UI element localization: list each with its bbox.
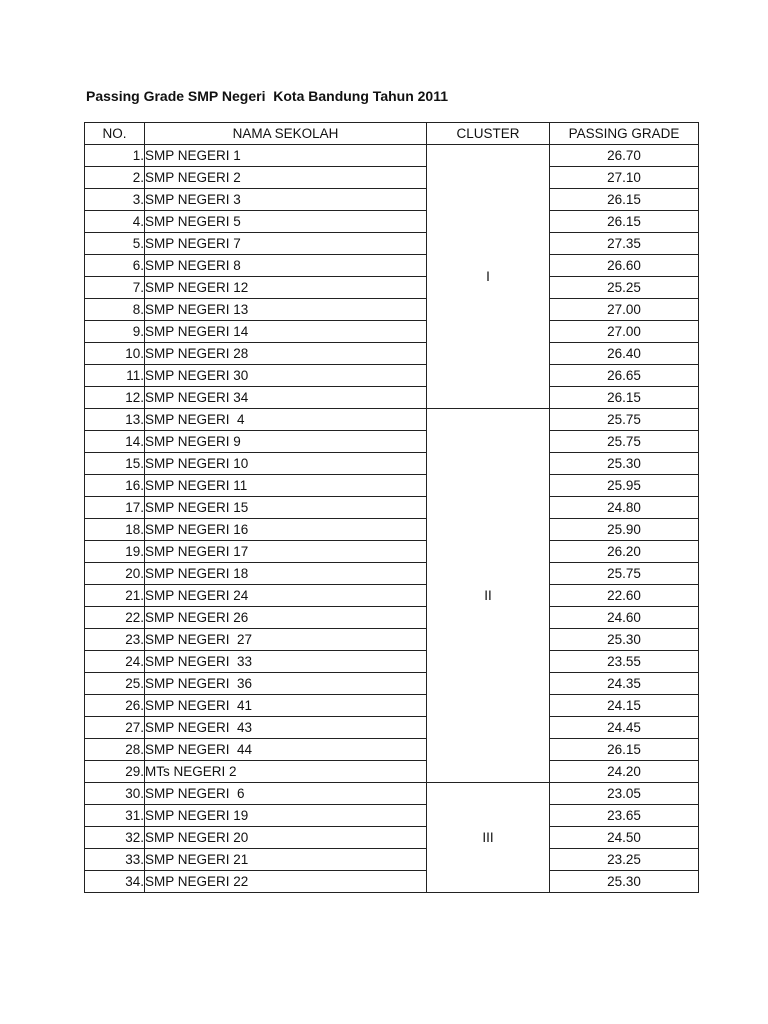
table-row (85, 827, 699, 849)
table-row (85, 783, 699, 805)
passing-grade-value: 24.20 (550, 761, 699, 783)
passing-grade-value: 23.65 (550, 805, 699, 827)
table-row (85, 541, 699, 563)
school-name: SMP NEGERI 28 (145, 343, 427, 365)
school-name: SMP NEGERI 5 (145, 211, 427, 233)
table-header (85, 123, 699, 145)
school-name: MTs NEGERI 2 (145, 761, 427, 783)
table-row (85, 651, 699, 673)
table-row (85, 849, 699, 871)
passing-grade-value: 25.75 (550, 563, 699, 585)
passing-grade-value: 26.65 (550, 365, 699, 387)
school-name: SMP NEGERI 43 (145, 717, 427, 739)
table-row (85, 585, 699, 607)
row-number: 24. (85, 651, 145, 673)
header-school-name: NAMA SEKOLAH (145, 123, 427, 145)
passing-grade-value: 26.70 (550, 145, 699, 167)
school-name: SMP NEGERI 1 (145, 145, 427, 167)
row-number: 8. (85, 299, 145, 321)
table-row (85, 695, 699, 717)
row-number: 5. (85, 233, 145, 255)
school-name: SMP NEGERI 6 (145, 783, 427, 805)
passing-grade-value: 24.15 (550, 695, 699, 717)
table-row (85, 189, 699, 211)
school-name: SMP NEGERI 17 (145, 541, 427, 563)
row-number: 21. (85, 585, 145, 607)
row-number: 2. (85, 167, 145, 189)
table-row (85, 519, 699, 541)
school-name: SMP NEGERI 3 (145, 189, 427, 211)
table-row (85, 321, 699, 343)
school-name: SMP NEGERI 22 (145, 871, 427, 893)
cluster-label: II (427, 409, 550, 783)
row-number: 11. (85, 365, 145, 387)
row-number: 18. (85, 519, 145, 541)
row-number: 22. (85, 607, 145, 629)
page-title: Passing Grade SMP Negeri Kota Bandung Tahun 2011 (86, 88, 449, 104)
row-number: 33. (85, 849, 145, 871)
table-row (85, 629, 699, 651)
table-row (85, 739, 699, 761)
passing-grade-table (84, 122, 699, 893)
table-row (85, 255, 699, 277)
school-name: SMP NEGERI 19 (145, 805, 427, 827)
table-row (85, 805, 699, 827)
cluster-label: III (427, 783, 550, 893)
row-number: 14. (85, 431, 145, 453)
passing-grade-value: 25.75 (550, 431, 699, 453)
passing-grade-value: 25.30 (550, 453, 699, 475)
row-number: 1. (85, 145, 145, 167)
table-row (85, 431, 699, 453)
row-number: 26. (85, 695, 145, 717)
table-row (85, 145, 699, 167)
row-number: 16. (85, 475, 145, 497)
table-row (85, 343, 699, 365)
table-row (85, 299, 699, 321)
row-number: 17. (85, 497, 145, 519)
school-name: SMP NEGERI 27 (145, 629, 427, 651)
school-name: SMP NEGERI 21 (145, 849, 427, 871)
row-number: 6. (85, 255, 145, 277)
school-name: SMP NEGERI 2 (145, 167, 427, 189)
school-name: SMP NEGERI 44 (145, 739, 427, 761)
passing-grade-value: 23.55 (550, 651, 699, 673)
school-name: SMP NEGERI 7 (145, 233, 427, 255)
school-name: SMP NEGERI 36 (145, 673, 427, 695)
passing-grade-value: 26.60 (550, 255, 699, 277)
row-number: 7. (85, 277, 145, 299)
school-name: SMP NEGERI 41 (145, 695, 427, 717)
row-number: 13. (85, 409, 145, 431)
passing-grade-value: 26.15 (550, 387, 699, 409)
cluster-label: I (427, 145, 550, 409)
school-name: SMP NEGERI 24 (145, 585, 427, 607)
table-row (85, 453, 699, 475)
row-number: 30. (85, 783, 145, 805)
school-name: SMP NEGERI 33 (145, 651, 427, 673)
passing-grade-value: 25.30 (550, 871, 699, 893)
row-number: 15. (85, 453, 145, 475)
table-row (85, 211, 699, 233)
row-number: 20. (85, 563, 145, 585)
row-number: 3. (85, 189, 145, 211)
table-row (85, 387, 699, 409)
row-number: 25. (85, 673, 145, 695)
row-number: 4. (85, 211, 145, 233)
school-name: SMP NEGERI 34 (145, 387, 427, 409)
row-number: 10. (85, 343, 145, 365)
row-number: 31. (85, 805, 145, 827)
table-row (85, 167, 699, 189)
passing-grade-value: 26.15 (550, 189, 699, 211)
passing-grade-value: 25.25 (550, 277, 699, 299)
row-number: 23. (85, 629, 145, 651)
passing-grade-value: 24.35 (550, 673, 699, 695)
passing-grade-value: 27.35 (550, 233, 699, 255)
school-name: SMP NEGERI 8 (145, 255, 427, 277)
passing-grade-value: 25.90 (550, 519, 699, 541)
header-row (85, 123, 699, 145)
row-number: 12. (85, 387, 145, 409)
school-name: SMP NEGERI 10 (145, 453, 427, 475)
school-name: SMP NEGERI 9 (145, 431, 427, 453)
passing-grade-value: 24.45 (550, 717, 699, 739)
table-row (85, 563, 699, 585)
table-row (85, 607, 699, 629)
row-number: 19. (85, 541, 145, 563)
school-name: SMP NEGERI 4 (145, 409, 427, 431)
passing-grade-value: 26.20 (550, 541, 699, 563)
passing-grade-value: 26.40 (550, 343, 699, 365)
table-row (85, 871, 699, 893)
header-no: NO. (85, 123, 145, 145)
school-name: SMP NEGERI 15 (145, 497, 427, 519)
passing-grade-value: 27.00 (550, 321, 699, 343)
school-name: SMP NEGERI 26 (145, 607, 427, 629)
table-row (85, 673, 699, 695)
school-name: SMP NEGERI 11 (145, 475, 427, 497)
row-number: 29. (85, 761, 145, 783)
table-body (85, 145, 699, 893)
table-row (85, 277, 699, 299)
table-row (85, 475, 699, 497)
table-row (85, 717, 699, 739)
row-number: 32. (85, 827, 145, 849)
school-name: SMP NEGERI 16 (145, 519, 427, 541)
school-name: SMP NEGERI 30 (145, 365, 427, 387)
table-row (85, 365, 699, 387)
school-name: SMP NEGERI 18 (145, 563, 427, 585)
passing-grade-value: 27.00 (550, 299, 699, 321)
passing-grade-value: 24.80 (550, 497, 699, 519)
row-number: 27. (85, 717, 145, 739)
table-row (85, 761, 699, 783)
passing-grade-value: 25.30 (550, 629, 699, 651)
school-name: SMP NEGERI 12 (145, 277, 427, 299)
passing-grade-value: 26.15 (550, 211, 699, 233)
header-passing-grade: PASSING GRADE (550, 123, 699, 145)
passing-grade-value: 23.05 (550, 783, 699, 805)
row-number: 34. (85, 871, 145, 893)
school-name: SMP NEGERI 20 (145, 827, 427, 849)
table-row (85, 409, 699, 431)
table-row (85, 497, 699, 519)
header-cluster: CLUSTER (427, 123, 550, 145)
passing-grade-value: 27.10 (550, 167, 699, 189)
table-row (85, 233, 699, 255)
row-number: 28. (85, 739, 145, 761)
passing-grade-value: 24.60 (550, 607, 699, 629)
passing-grade-value: 25.95 (550, 475, 699, 497)
passing-grade-value: 22.60 (550, 585, 699, 607)
passing-grade-value: 24.50 (550, 827, 699, 849)
school-name: SMP NEGERI 13 (145, 299, 427, 321)
school-name: SMP NEGERI 14 (145, 321, 427, 343)
passing-grade-value: 26.15 (550, 739, 699, 761)
passing-grade-value: 23.25 (550, 849, 699, 871)
passing-grade-value: 25.75 (550, 409, 699, 431)
row-number: 9. (85, 321, 145, 343)
